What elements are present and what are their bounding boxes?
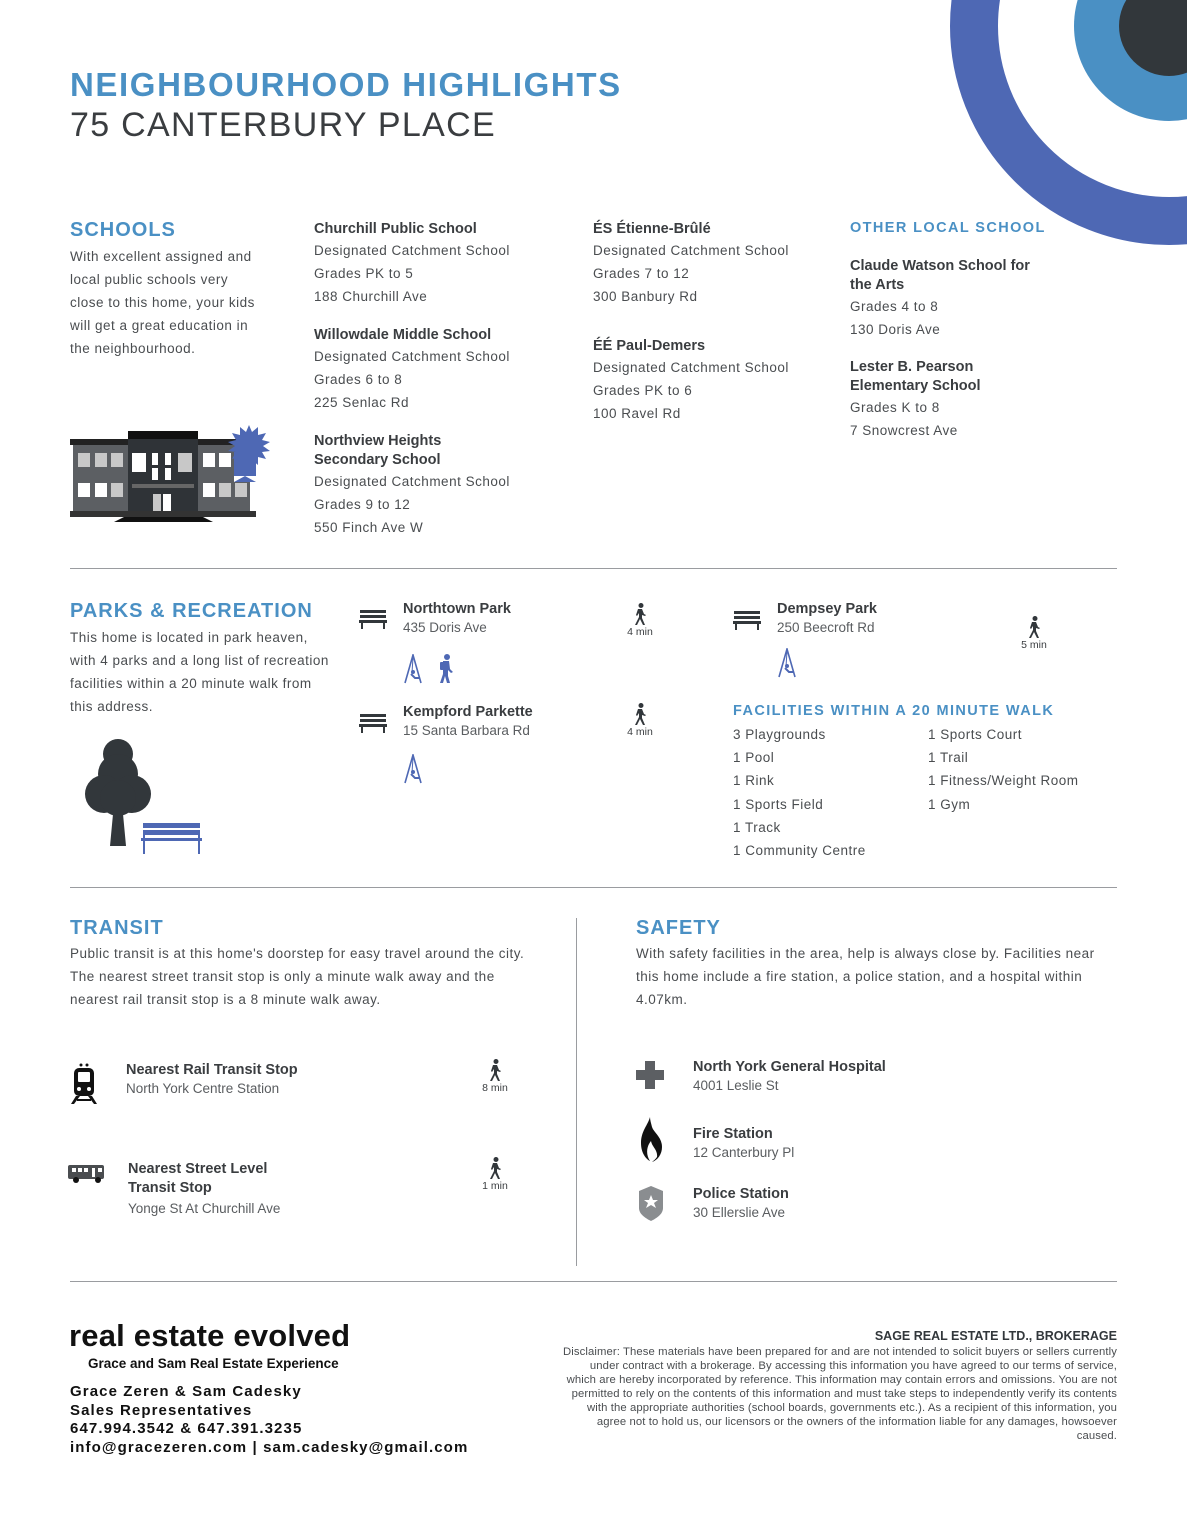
safety-address: 30 Ellerslie Ave — [693, 1205, 786, 1220]
walk-time — [475, 1059, 515, 1094]
school-type: Designated Catchment School — [314, 243, 510, 258]
playground-swing-icon — [403, 654, 425, 684]
school-grades: Grades 4 to 8 — [850, 299, 939, 314]
walk-time — [620, 703, 660, 738]
school-item — [314, 326, 554, 414]
playground-swing-icon — [403, 754, 425, 784]
schools-description: With excellent assigned and local public schools very close to this home, your kids will get a great education in the neighbourhood. — [70, 249, 255, 356]
school-grades: Grades 6 to 8 — [314, 372, 403, 387]
safety-heading: SAFETY — [636, 917, 721, 939]
parks-description: This home is located in park heaven, with 4 parks and a long list of recreation facilities within a 20 minute walk from this address. — [70, 630, 329, 714]
school-item — [593, 337, 833, 425]
park-name: Northtown Park — [403, 601, 511, 617]
park-address: 250 Beecroft Rd — [777, 620, 875, 635]
school-address: 550 Finch Ave W — [314, 520, 424, 535]
park-name: Kempford Parkette — [403, 704, 533, 720]
brokerage-name: SAGE REAL ESTATE LTD., BROKERAGE — [874, 1329, 1117, 1343]
transit-location: Yonge St At Churchill Ave — [128, 1201, 281, 1216]
agent-contact — [70, 1383, 468, 1457]
bench-icon — [733, 609, 761, 631]
brand-logo-text: real estate evolved — [69, 1318, 351, 1353]
walking-person-icon — [488, 1059, 502, 1081]
school-address: 100 Ravel Rd — [593, 406, 681, 421]
hiking-trail-icon — [437, 654, 455, 684]
parks-heading: PARKS & RECREATION — [70, 600, 313, 622]
school-grades: Grades PK to 6 — [593, 383, 693, 398]
park-name: Dempsey Park — [777, 601, 877, 617]
school-address: 188 Churchill Ave — [314, 289, 428, 304]
safety-address: 4001 Leslie St — [693, 1078, 779, 1093]
school-type: Designated Catchment School — [593, 243, 789, 258]
school-name: ÉÉ Paul-Demers — [593, 338, 706, 354]
school-item — [850, 257, 1050, 341]
facilities-heading: FACILITIES WITHIN A 20 MINUTE WALK — [733, 703, 1055, 719]
safety-title: Police Station — [693, 1186, 789, 1202]
facility-item: 1 Sports Court — [928, 727, 1023, 742]
walk-time — [620, 603, 660, 638]
bus-icon — [68, 1163, 106, 1185]
walking-person-icon — [633, 703, 647, 725]
fire-icon — [638, 1117, 664, 1163]
schools-heading: SCHOOLS — [70, 219, 176, 241]
school-item — [850, 358, 1010, 442]
school-type: Designated Catchment School — [593, 360, 789, 375]
section-divider — [70, 1281, 1117, 1282]
agent-emails[interactable]: info@gracezeren.com | sam.cadesky@gmail.com — [70, 1438, 469, 1456]
park-address: 435 Doris Ave — [403, 620, 487, 635]
police-badge-icon — [639, 1186, 663, 1221]
brand-logo — [69, 1318, 350, 1354]
agent-names: Grace Zeren & Sam Cadesky — [70, 1383, 302, 1400]
park-address: 15 Santa Barbara Rd — [403, 723, 530, 738]
school-address: 130 Doris Ave — [850, 322, 941, 337]
walk-time — [1014, 616, 1054, 651]
playground-swing-icon — [777, 648, 799, 678]
transit-heading: TRANSIT — [70, 917, 164, 939]
walk-minutes: 1 min — [482, 1180, 508, 1192]
agent-role: Sales Representatives — [70, 1401, 253, 1419]
school-grades: Grades 7 to 12 — [593, 266, 690, 281]
facility-item: 1 Sports Field — [733, 796, 824, 812]
decorative-rings — [930, 0, 1187, 255]
school-item — [314, 432, 510, 539]
transit-location: North York Centre Station — [126, 1081, 280, 1096]
park-item — [777, 601, 877, 635]
park-item — [403, 601, 511, 635]
school-address: 7 Snowcrest Ave — [850, 423, 958, 438]
school-name: ÉS Étienne-Brûlé — [593, 221, 711, 237]
walk-minutes: 4 min — [627, 626, 653, 638]
facility-item: 1 Trail — [928, 750, 969, 766]
school-name: Willowdale Middle School — [314, 327, 492, 343]
school-type: Designated Catchment School — [314, 474, 510, 489]
transit-item — [126, 1062, 298, 1096]
school-name: Northview Heights Secondary School — [314, 433, 442, 468]
school-item — [593, 220, 833, 308]
facility-item: 1 Track — [733, 819, 781, 835]
train-icon — [70, 1063, 98, 1105]
safety-title: North York General Hospital — [693, 1059, 886, 1075]
disclaimer-text: Disclaimer: These materials have been prepared for and are not intended to solicit buyers or sellers currently under contract with a brokerage. By accessing this information you have agreed to our terms of service, which are hereby incorporated by reference. This information may contain errors and omissions. You are not permitted to rely on the contents of this information and must take steps to independently verify its contents with the appropriate authorities (school boards, governments etc.). As a recipient of this information, you agree not to hold us, our licensors or the owners of the information liable for any damages, howsoever caused. — [563, 1346, 1117, 1442]
park-item — [403, 704, 533, 738]
facility-item: 1 Gym — [928, 796, 971, 812]
facilities-list-1 — [733, 723, 923, 862]
brand-tagline: Grace and Sam Real Estate Experience — [88, 1356, 339, 1371]
school-grades: Grades PK to 5 — [314, 266, 414, 281]
safety-item — [693, 1126, 794, 1160]
school-item — [314, 220, 554, 308]
bench-icon — [359, 712, 387, 734]
walking-person-icon — [1027, 616, 1041, 638]
school-building-award-icon — [70, 422, 275, 524]
walking-person-icon — [488, 1157, 502, 1179]
safety-description: With safety facilities in the area, help is always close by. Facilities near this home include a fire station, a police station, and a hospital within 4.07km. — [636, 946, 1095, 1007]
safety-title: Fire Station — [693, 1126, 773, 1142]
walk-minutes: 4 min — [627, 726, 653, 738]
vertical-divider — [576, 918, 577, 1266]
bench-icon — [359, 608, 387, 630]
page-title: NEIGHBOURHOOD HIGHLIGHTS — [70, 66, 622, 103]
other-schools-heading: OTHER LOCAL SCHOOL — [850, 220, 1046, 236]
agent-phones[interactable]: 647.994.3542 & 647.391.3235 — [70, 1420, 303, 1437]
section-divider — [70, 887, 1117, 888]
facility-item: 1 Pool — [733, 750, 775, 766]
section-divider — [70, 568, 1117, 569]
walk-time — [475, 1157, 515, 1192]
walking-person-icon — [633, 603, 647, 625]
school-grades: Grades 9 to 12 — [314, 497, 411, 512]
walk-minutes: 5 min — [1021, 639, 1047, 651]
school-grades: Grades K to 8 — [850, 400, 940, 415]
facilities-list-2 — [928, 723, 1117, 816]
facility-item: 1 Rink — [733, 773, 775, 789]
walk-minutes: 8 min — [482, 1082, 508, 1094]
tree-bench-icon — [84, 738, 204, 856]
facility-item: 1 Fitness/Weight Room — [928, 773, 1079, 789]
school-type: Designated Catchment School — [314, 349, 510, 364]
safety-item — [693, 1186, 789, 1220]
school-name: Claude Watson School for the Arts — [850, 258, 1030, 293]
property-address: 75 CANTERBURY PLACE — [70, 106, 496, 144]
school-address: 225 Senlac Rd — [314, 395, 410, 410]
transit-title: Nearest Rail Transit Stop — [126, 1062, 298, 1078]
school-name: Churchill Public School — [314, 221, 477, 237]
hospital-cross-icon — [636, 1061, 664, 1089]
school-name: Lester B. Pearson Elementary School — [850, 359, 981, 394]
transit-description: Public transit is at this home's doorstep for easy travel around the city. The nearest street transit stop is only a minute walk away and the nearest rail transit stop is a 8 minute walk away. — [70, 946, 525, 1007]
transit-item — [128, 1160, 328, 1216]
facility-item: 1 Community Centre — [733, 843, 866, 859]
safety-item — [693, 1059, 886, 1093]
safety-address: 12 Canterbury Pl — [693, 1145, 795, 1160]
facility-item: 3 Playgrounds — [733, 727, 826, 742]
school-address: 300 Banbury Rd — [593, 289, 698, 304]
transit-title: Nearest Street Level Transit Stop — [128, 1161, 268, 1196]
